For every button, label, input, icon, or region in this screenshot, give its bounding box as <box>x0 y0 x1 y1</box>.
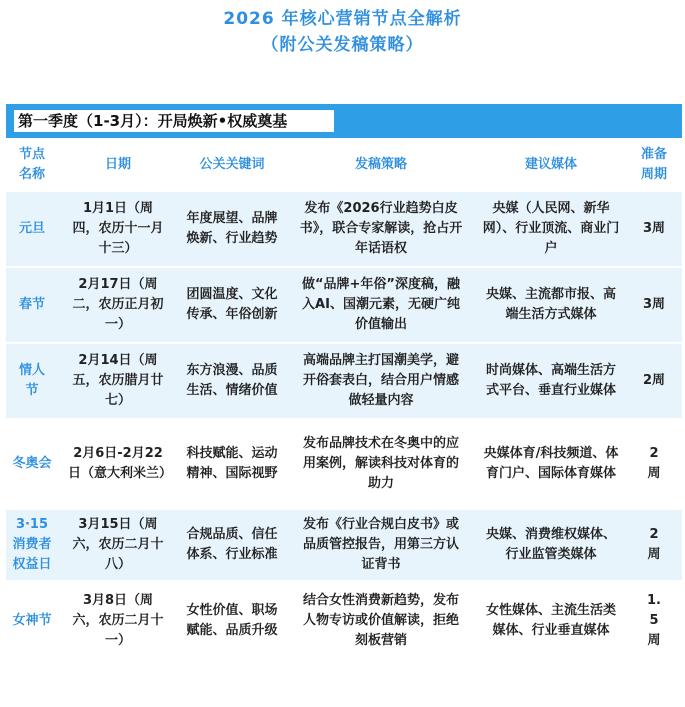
table-row <box>6 192 682 268</box>
table-row <box>6 582 682 662</box>
row-date: 3月8日（周六，农历二月十一） <box>72 593 164 648</box>
row-node: 3·15消费者权益日 <box>12 517 52 572</box>
row-strategy: 做“品牌+年俗”深度稿，融入AI、国潮元素，无硬广纯价值输出 <box>302 277 460 332</box>
row-keywords: 女性价值、职场赋能、品质升级 <box>186 603 278 638</box>
row-cycle: 3周 <box>642 297 666 312</box>
row-keywords: 合规品质、信任体系、行业标准 <box>186 527 278 562</box>
marketing-table <box>6 140 682 662</box>
row-strategy: 结合女性消费新趋势，发布人物专访或价值解读，拒绝刻板营销 <box>302 593 459 648</box>
row-media: 央媒、主流都市报、高端生活方式媒体 <box>485 287 616 322</box>
row-strategy: 发布《行业合规白皮书》或品质管控报告，用第三方认证背书 <box>302 517 459 572</box>
page-title: 2026 年核心营销节点全解析 <box>223 9 462 29</box>
row-node: 女神节 <box>12 613 52 628</box>
table-row <box>6 510 682 582</box>
row-keywords: 东方浪漫、品质生活、情绪价值 <box>186 363 278 398</box>
row-strategy: 发布品牌技术在冬奥中的应用案例，解读科技对体育的助力 <box>302 436 459 491</box>
row-keywords: 团圆温度、文化传承、年俗创新 <box>186 287 278 322</box>
row-strategy: 高端品牌主打国潮美学，避开俗套表白，结合用户情感做轻量内容 <box>302 353 459 408</box>
row-media: 时尚媒体、高端生活方式平台、垂直行业媒体 <box>485 363 616 398</box>
row-cycle: 1.5周 <box>647 593 661 648</box>
row-media: 央媒体育/科技频道、体育门户、国际体育媒体 <box>483 446 619 481</box>
section-label: 第一季度（1-3月）：开局焕新•权威奠基 <box>18 112 288 130</box>
row-strategy: 发布《2026行业趋势白皮书》，联合专家解读，抢占开年话语权 <box>299 201 463 256</box>
row-node: 春节 <box>18 297 45 312</box>
header-node: 节点名称 <box>18 147 45 182</box>
row-keywords: 年度展望、品牌焕新、行业趋势 <box>186 211 278 246</box>
table-row <box>6 420 682 510</box>
header-date: 日期 <box>104 157 131 172</box>
header-keywords: 公关关键词 <box>199 157 265 172</box>
row-cycle: 3周 <box>642 221 666 236</box>
page-subtitle: （附公关发稿策略） <box>261 35 424 55</box>
row-date: 1月1日（周四，农历十一月十三） <box>72 201 164 256</box>
row-media: 女性媒体、主流生活类媒体、行业垂直媒体 <box>485 603 616 638</box>
row-date: 2月14日（周五，农历腊月廿七） <box>72 353 164 408</box>
row-cycle: 2周 <box>647 527 661 562</box>
row-node: 元旦 <box>18 221 45 236</box>
title-block <box>0 6 685 58</box>
row-node: 情人节 <box>18 363 45 398</box>
table-header-row <box>6 140 682 192</box>
row-keywords: 科技赋能、运动精神、国际视野 <box>186 446 278 481</box>
table-row <box>6 268 682 344</box>
table-row <box>6 344 682 420</box>
row-date: 2月6日-2月22日（意大利米兰） <box>68 446 173 481</box>
row-date: 2月17日（周二，农历正月初一） <box>72 277 164 332</box>
header-media: 建议媒体 <box>524 157 577 172</box>
row-cycle: 2周 <box>647 446 661 481</box>
row-media: 央媒、消费维权媒体、行业监管类媒体 <box>485 527 616 562</box>
section-bar-q1 <box>6 104 682 138</box>
row-node: 冬奥会 <box>12 456 52 471</box>
row-date: 3月15日（周六，农历二月十八） <box>72 517 164 572</box>
header-strategy: 发稿策略 <box>354 157 407 172</box>
header-cycle: 准备周期 <box>640 147 667 182</box>
row-cycle: 2周 <box>642 373 666 388</box>
row-media: 央媒（人民网、新华网）、行业顶流、商业门户 <box>482 201 620 256</box>
